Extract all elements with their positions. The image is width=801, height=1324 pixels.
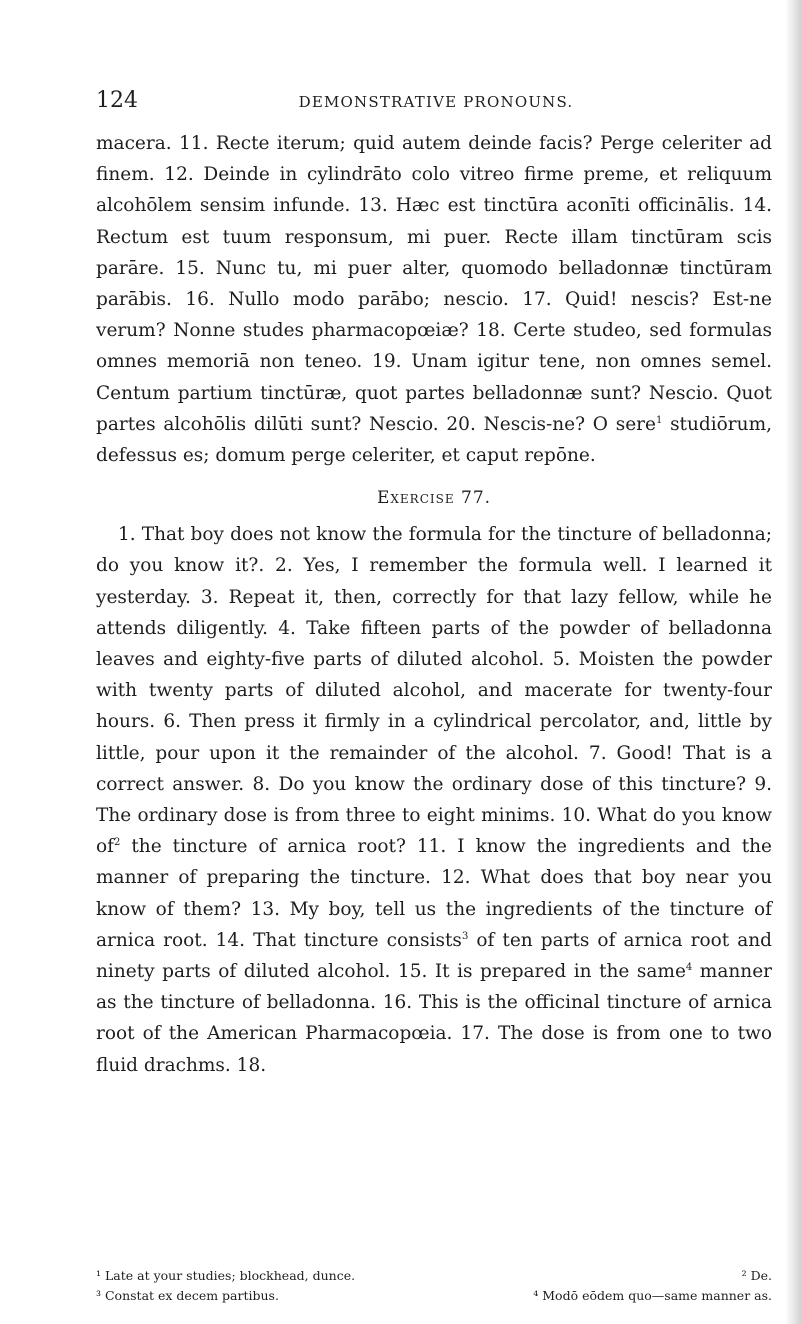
page-header <box>96 88 776 118</box>
english-paragraph <box>96 519 772 1081</box>
footnote-ref-1: 1 <box>655 414 663 426</box>
latin-text-2: studiōrum, defessus es; domum perge celeriter, et caput repōne. <box>96 413 772 467</box>
footnote-ref-3: 3 <box>461 930 469 942</box>
footnote-3: ³ Constat ex decem partibus. <box>96 1288 279 1303</box>
english-text-1: 1. That boy does not know the formula for the tincture of belladonna; do you know it?. 2. Yes, I remember the formula well. I learned it yesterday. 3. Repeat it, then, correctly for that lazy fellow, while he attends diligently. 4. Take fifteen parts of the powder of belladonna leaves and eighty-five parts of diluted alcohol. 5. Moisten the powder with twenty parts of diluted alcohol, and macerate for twenty-four hours. 6. Then press it firmly in a cylindrical percolator, and, little by little, pour upon it the remainder of the alcohol. 7. Good! That is a correct answer. 8. Do you know the ordinary dose of this tincture? 9. The ordinary dose is from three to eight minims. 10. What do you know of <box>96 524 772 858</box>
english-text-2: the tincture of arnica root? 11. I know the ingredients and the manner of preparing the tincture. 12. What does that boy near you know of them? 13. My boy, tell us the ingredients of the tincture of arnica root. 14. That tincture consists <box>96 836 772 951</box>
page-body <box>96 128 772 1081</box>
footnotes <box>96 1266 772 1306</box>
page-edge-shadow <box>785 0 801 1324</box>
footnote-1: ¹ Late at your studies; blockhead, dunce. <box>96 1268 356 1283</box>
footnote-row <box>96 1266 772 1286</box>
footnote-ref-4: 4 <box>685 961 693 973</box>
page-number: 124 <box>96 88 138 113</box>
footnote-4: ⁴ Modō eōdem quo—same manner as. <box>533 1288 772 1303</box>
latin-text-1: macera. 11. Recte iterum; quid autem deinde facis? Perge celeriter ad finem. 12. Deinde in cylindrāto colo vitreo firme preme, et reliquum alcohōlem sensim infunde. 13. Hæc est tinctūra aconīti officinālis. 14. Rectum est tuum responsum, mi puer. Recte illam tinctūram scis parāre. 15. Nunc tu, mi puer alter, quomodo belladonnæ tinctūram parābis. 16. Nullo modo parābo; nescio. 17. Quid! nescis? Est-ne verum? Nonne studes pharmacopœiæ? 18. Certe studeo, sed formulas omnes memoriā non teneo. 19. Unam igitur tene, non omnes semel. Centum partium tinctūræ, quot partes belladonnæ sunt? Nescio. Quot partes alcohōlis dilūti sunt? Nescio. 20. Nescis-ne? O sere <box>96 133 772 435</box>
english-text-4: manner as the tincture of belladonna. 16. This is the officinal tincture of arnica root of the American Pharmacopœia. 17. The dose is from one to two fluid drachms. 18. <box>96 961 772 1076</box>
footnote-2: ² De. <box>741 1268 772 1283</box>
running-title: DEMONSTRATIVE PRONOUNS. <box>298 93 574 111</box>
exercise-heading: Exercise 77. <box>376 488 492 509</box>
english-text-3: of ten parts of arnica root and ninety parts of diluted alcohol. 15. It is prepared in the same <box>96 929 772 983</box>
footnote-row <box>96 1286 772 1306</box>
latin-paragraph <box>96 128 772 471</box>
footnote-ref-2: 2 <box>114 837 121 849</box>
